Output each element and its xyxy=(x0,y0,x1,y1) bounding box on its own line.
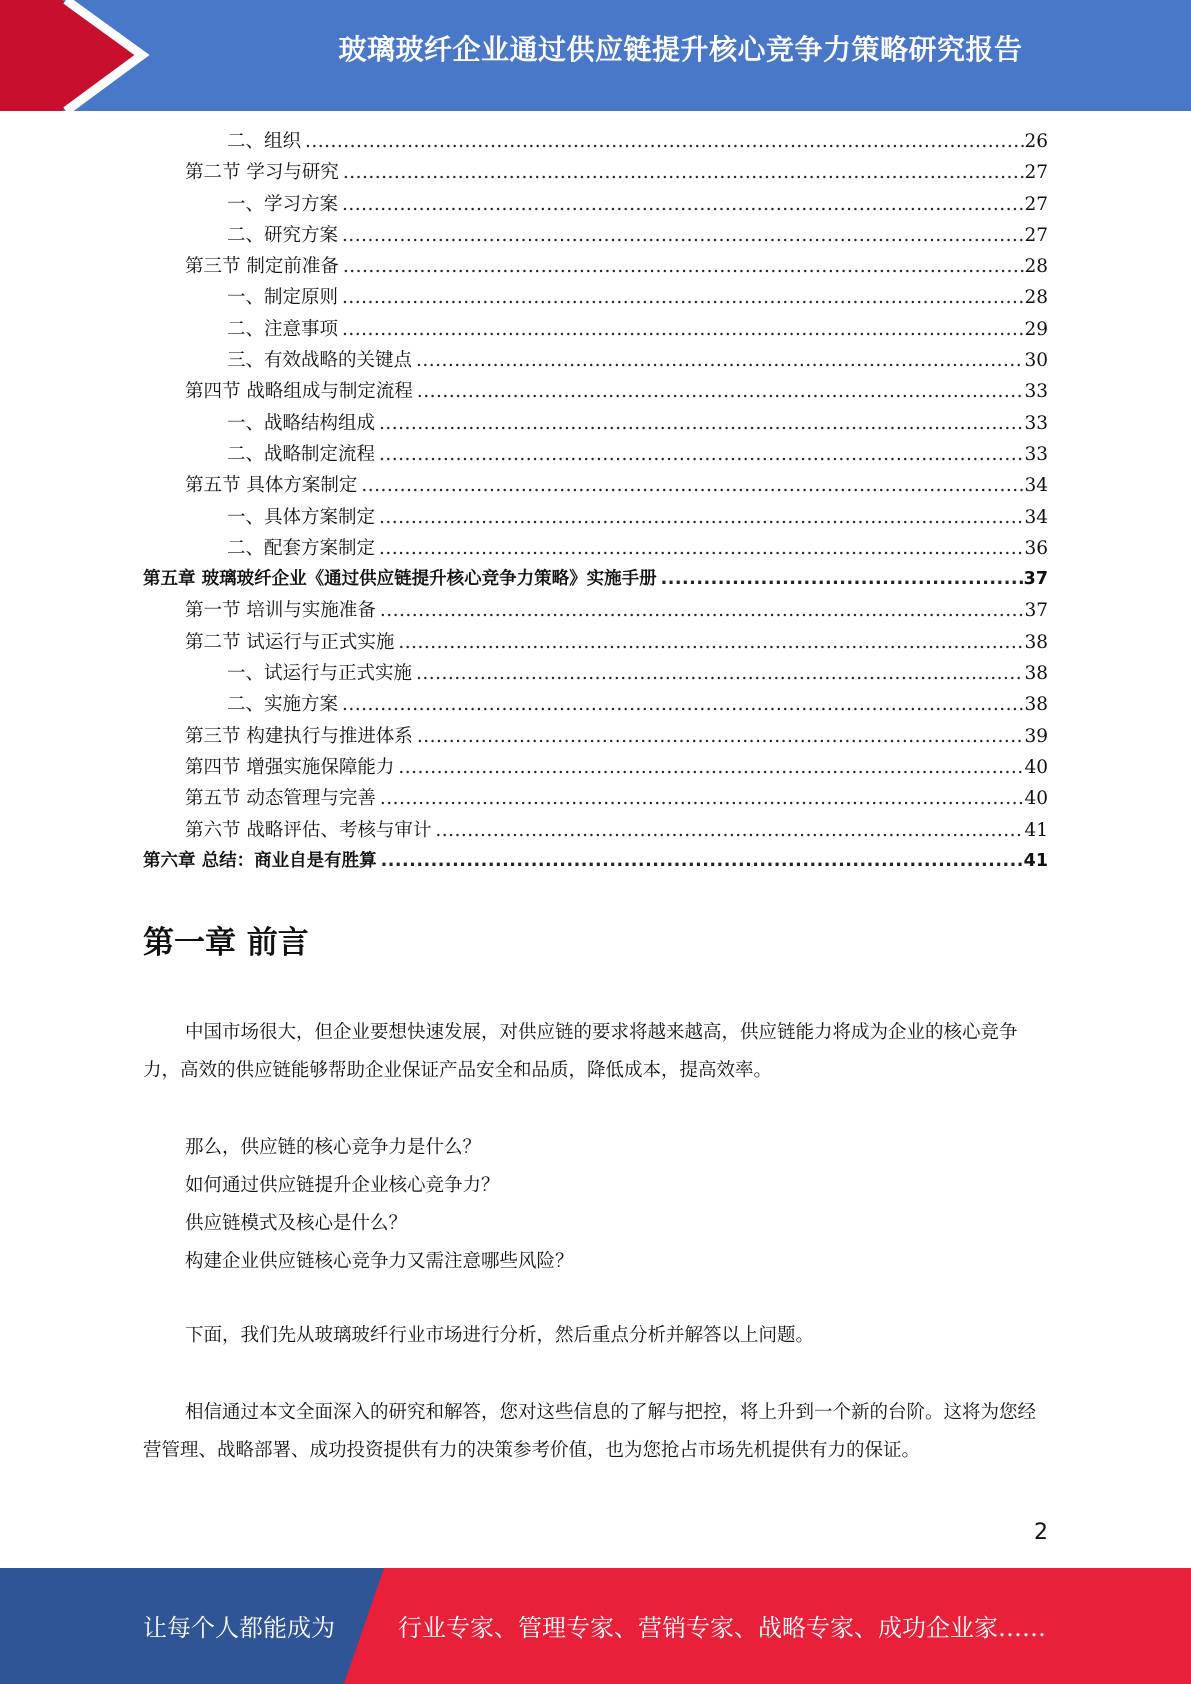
toc-entry-page: 38 xyxy=(1024,631,1048,653)
toc-entry[interactable] xyxy=(143,565,1048,596)
toc-entry-label: 第一节 培训与实施准备 xyxy=(185,600,376,622)
toc-dot-leader xyxy=(342,194,1024,215)
toc-dot-leader xyxy=(417,381,1025,402)
toc-entry-page: 41 xyxy=(1024,819,1048,841)
toc-entry-page: 38 xyxy=(1024,694,1048,716)
toc-entry-label: 二、实施方案 xyxy=(227,694,339,716)
toc-entry[interactable] xyxy=(143,158,1048,189)
toc-entry-label: 第四节 增强实施保障能力 xyxy=(185,756,395,778)
page-number: 2 xyxy=(1034,1520,1048,1545)
toc-entry-label: 第三节 制定前准备 xyxy=(185,256,339,278)
toc-entry-label: 第三节 构建执行与推进体系 xyxy=(185,725,413,747)
toc-entry-page: 33 xyxy=(1024,381,1048,403)
intro-paragraph: 中国市场很大，但企业要想快速发展，对供应链的要求将越来越高，供应链能力将成为企业的核心竞争力，高效的供应链能够帮助企业保证产品安全和品质，降低成本，提高效率。 xyxy=(143,1022,1018,1081)
toc-dot-leader xyxy=(416,350,1024,371)
toc-dot-leader xyxy=(343,162,1025,183)
toc-entry-label: 一、战略结构组成 xyxy=(227,412,376,434)
toc-entry[interactable] xyxy=(143,816,1048,847)
toc-entry-label: 二、研究方案 xyxy=(227,224,339,246)
toc-dot-leader xyxy=(435,820,1024,841)
toc-entry-page: 40 xyxy=(1024,756,1048,778)
toc-entry-label: 第五节 具体方案制定 xyxy=(185,475,358,497)
toc-dot-leader xyxy=(305,131,1024,152)
toc-entry-page: 28 xyxy=(1024,287,1048,309)
toc-entry-page: 33 xyxy=(1024,412,1048,434)
toc-entry-label: 第二节 试运行与正式实施 xyxy=(185,631,395,653)
toc-entry-label: 二、战略制定流程 xyxy=(227,443,376,465)
toc-entry-label: 二、组织 xyxy=(227,131,302,152)
question-item: 那么，供应链的核心竞争力是什么？ xyxy=(185,1137,482,1158)
table-of-contents xyxy=(143,127,1048,878)
toc-entry-label: 第四节 战略组成与制定流程 xyxy=(185,381,413,403)
toc-entry-page: 33 xyxy=(1024,443,1048,465)
toc-dot-leader xyxy=(342,694,1024,715)
toc-entry[interactable] xyxy=(143,628,1048,659)
toc-entry[interactable] xyxy=(143,221,1048,252)
toc-entry-page: 39 xyxy=(1024,725,1048,747)
toc-dot-leader xyxy=(361,475,1024,496)
toc-dot-leader xyxy=(381,851,1024,871)
analysis-paragraph: 下面，我们先从玻璃玻纤行业市场进行分析，然后重点分析并解答以上问题。 xyxy=(185,1325,815,1346)
toc-entry[interactable] xyxy=(143,753,1048,784)
toc-entry-page: 40 xyxy=(1024,788,1048,810)
header-banner xyxy=(0,0,1191,111)
footer-slogan-left: 让每个人都能成为 xyxy=(143,1614,335,1642)
toc-dot-leader xyxy=(379,538,1024,559)
toc-entry-page: 36 xyxy=(1024,537,1048,559)
footer-banner xyxy=(0,1568,1191,1684)
toc-entry[interactable] xyxy=(143,722,1048,753)
toc-entry-page: 41 xyxy=(1023,850,1048,871)
toc-dot-leader xyxy=(342,225,1024,246)
toc-entry-page: 34 xyxy=(1024,506,1048,528)
toc-entry-label: 二、注意事项 xyxy=(227,318,339,340)
toc-dot-leader xyxy=(379,507,1024,528)
toc-entry[interactable] xyxy=(143,596,1048,627)
question-item: 供应链模式及核心是什么？ xyxy=(185,1213,408,1234)
toc-entry-page: 38 xyxy=(1024,663,1048,685)
toc-entry-page: 28 xyxy=(1024,256,1048,278)
toc-entry-page: 37 xyxy=(1023,569,1048,590)
toc-entry[interactable] xyxy=(143,534,1048,565)
toc-dot-leader xyxy=(417,726,1025,747)
toc-entry[interactable] xyxy=(143,190,1048,221)
toc-dot-leader xyxy=(661,569,1024,589)
toc-entry[interactable] xyxy=(143,690,1048,721)
toc-entry-label: 一、具体方案制定 xyxy=(227,506,376,528)
chapter-title: 第一章 前言 xyxy=(143,925,309,961)
toc-dot-leader xyxy=(416,663,1024,684)
toc-entry[interactable] xyxy=(143,847,1048,878)
toc-dot-leader xyxy=(398,757,1024,778)
toc-dot-leader xyxy=(342,287,1024,308)
toc-entry-page: 37 xyxy=(1024,600,1048,622)
toc-entry[interactable] xyxy=(143,377,1048,408)
toc-entry[interactable] xyxy=(143,315,1048,346)
toc-entry-page: 27 xyxy=(1024,193,1048,215)
toc-entry-label: 第五章 玻璃玻纤企业《通过供应链提升核心竞争力策略》实施手册 xyxy=(143,569,657,590)
question-list xyxy=(143,1129,1048,1281)
toc-entry[interactable] xyxy=(143,409,1048,440)
toc-entry-label: 一、制定原则 xyxy=(227,287,339,309)
toc-entry-page: 26 xyxy=(1024,131,1048,152)
question-item: 构建企业供应链核心竞争力又需注意哪些风险？ xyxy=(185,1251,574,1272)
toc-entry-page: 30 xyxy=(1024,350,1048,372)
footer-slogan-right: 行业专家、管理专家、营销专家、战略专家、成功企业家…… xyxy=(398,1614,1046,1642)
toc-entry-label: 第五节 动态管理与完善 xyxy=(185,788,376,810)
toc-dot-leader xyxy=(342,319,1024,340)
conclusion-paragraph: 相信通过本文全面深入的研究和解答，您对这些信息的了解与把控，将上升到一个新的台阶。这将为您经营管理、战略部署、成功投资提供有力的决策参考价值，也为您抢占市场先机提供有力的保证。 xyxy=(143,1402,1037,1461)
toc-entry[interactable] xyxy=(143,127,1048,158)
toc-entry[interactable] xyxy=(143,283,1048,314)
toc-entry[interactable] xyxy=(143,346,1048,377)
toc-dot-leader xyxy=(398,632,1024,653)
toc-dot-leader xyxy=(343,256,1025,277)
toc-entry-label: 第二节 学习与研究 xyxy=(185,162,339,184)
report-title: 玻璃玻纤企业通过供应链提升核心竞争力策略研究报告 xyxy=(338,33,1023,66)
toc-entry[interactable] xyxy=(143,503,1048,534)
toc-entry-label: 一、试运行与正式实施 xyxy=(227,663,413,685)
toc-entry-label: 三、有效战略的关键点 xyxy=(227,350,413,372)
toc-dot-leader xyxy=(380,788,1025,809)
toc-entry[interactable] xyxy=(143,659,1048,690)
toc-entry-label: 第六章 总结：商业自是有胜算 xyxy=(143,850,377,871)
toc-entry-label: 一、学习方案 xyxy=(227,193,339,215)
toc-entry-label: 二、配套方案制定 xyxy=(227,537,376,559)
toc-entry-label: 第六节 战略评估、考核与审计 xyxy=(185,819,432,841)
toc-entry[interactable] xyxy=(143,252,1048,283)
toc-dot-leader xyxy=(380,600,1025,621)
question-item: 如何通过供应链提升企业核心竞争力？ xyxy=(185,1175,500,1196)
toc-entry[interactable] xyxy=(143,784,1048,815)
toc-entry-page: 29 xyxy=(1024,318,1048,340)
toc-entry-page: 34 xyxy=(1024,475,1048,497)
toc-entry-page: 27 xyxy=(1024,224,1048,246)
toc-dot-leader xyxy=(379,444,1024,465)
toc-entry-page: 27 xyxy=(1024,162,1048,184)
toc-dot-leader xyxy=(379,413,1024,434)
toc-entry[interactable] xyxy=(143,471,1048,502)
toc-entry[interactable] xyxy=(143,440,1048,471)
